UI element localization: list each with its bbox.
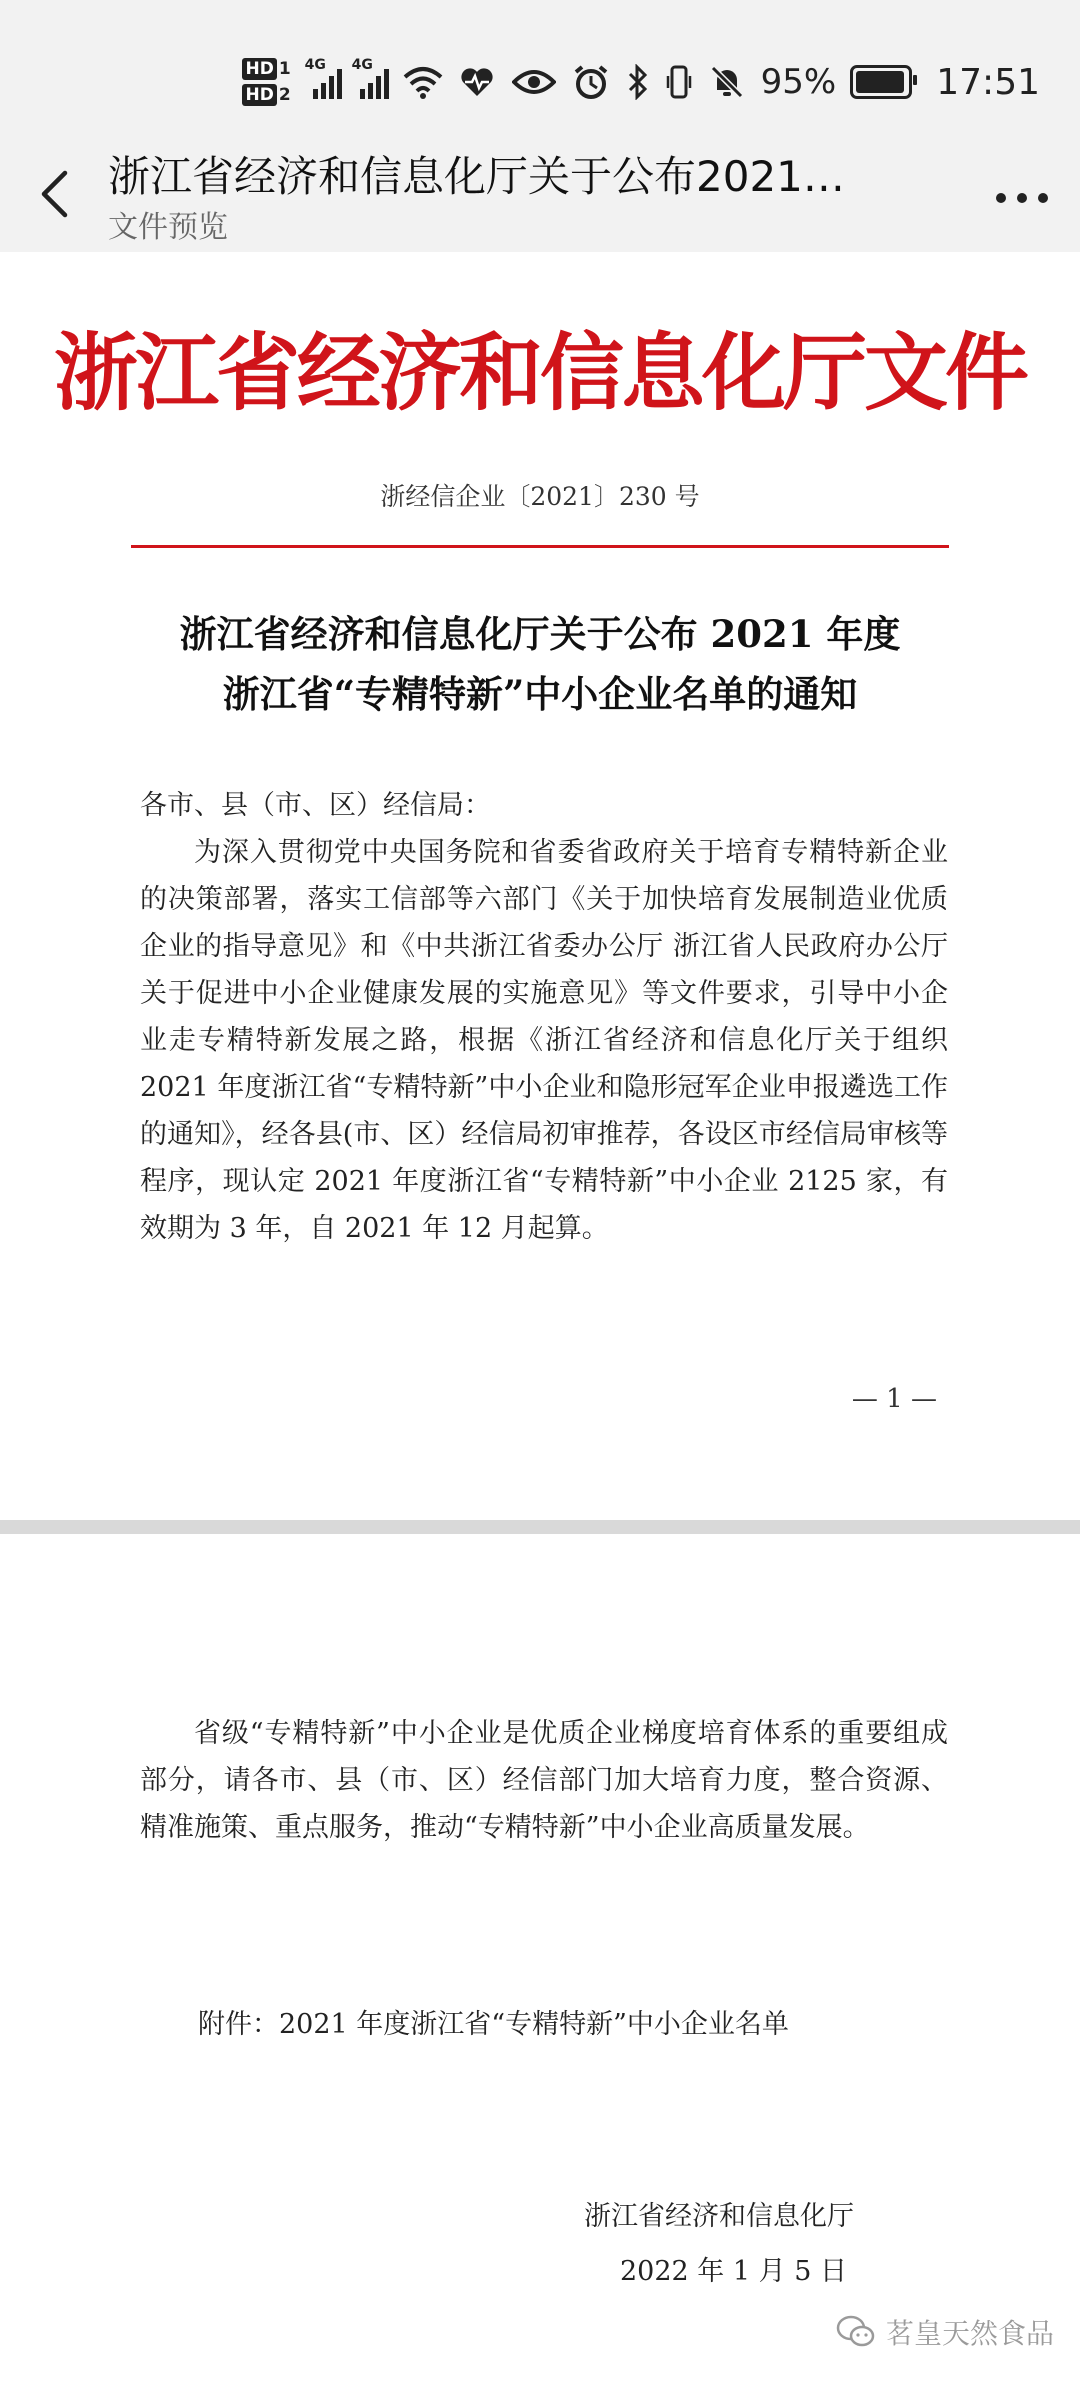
attachment-line: 附件：2021 年度浙江省“专精特新”中小企业名单 bbox=[198, 2009, 789, 2040]
hd-indicators bbox=[242, 58, 290, 106]
signal-2-icon: 4G bbox=[356, 65, 389, 99]
more-button[interactable] bbox=[990, 166, 1054, 230]
battery-fill bbox=[856, 71, 904, 93]
issuer-signature: 浙江省经济和信息化厅 bbox=[584, 2201, 854, 2232]
status-icons bbox=[242, 52, 1040, 112]
battery-percent: 95% bbox=[760, 62, 837, 102]
salutation: 各市、县（市、区）经信局： bbox=[140, 790, 491, 821]
document-title bbox=[0, 604, 1080, 724]
page-title: 浙江省经济和信息化厅关于公布2021… bbox=[108, 152, 845, 201]
title-line-2: 浙江省“专精特新”中小企业名单的通知 bbox=[222, 672, 858, 716]
back-button[interactable] bbox=[22, 162, 86, 226]
watermark bbox=[836, 2312, 1054, 2352]
app-bar bbox=[0, 140, 1080, 252]
eye-icon bbox=[511, 62, 557, 102]
title-line-1: 浙江省经济和信息化厅关于公布 2021 年度 bbox=[179, 612, 901, 656]
heart-icon bbox=[457, 62, 497, 102]
page-separator bbox=[0, 1520, 1080, 1534]
issue-date: 2022 年 1 月 5 日 bbox=[620, 2256, 847, 2287]
hd1-badge: HD 1 bbox=[242, 58, 290, 80]
mute-icon bbox=[707, 62, 747, 102]
watermark-text: 茗皇天然食品 bbox=[885, 2317, 1054, 2350]
red-divider bbox=[131, 545, 949, 548]
alarm-icon bbox=[571, 62, 611, 102]
status-bar bbox=[0, 0, 1080, 140]
document-number: 浙经信企业〔2021〕230 号 bbox=[380, 482, 700, 511]
document-page-2[interactable] bbox=[0, 1534, 1080, 2400]
document-page-1[interactable] bbox=[0, 252, 1080, 1520]
body-paragraph-1: 为深入贯彻党中央国务院和省委省政府关于培育专精特新企业的决策部署，落实工信部等六部门《关于加快培育发展制造业优质企业的指导意见》和《中共浙江省委办公厅 浙江省人民政府办公厅关于促进中小企业健康发展的实施意见》等文件要求，引导中小企业走专精特新发展之路，根据《浙江省经济和信息化厅关于组织 2021 年度浙江省“专精特新”中小企业和隐形冠军企业申报遴选工作的通知》，经各县(市、区）经信局初审推荐，各设区市经信局审核等程序，现认定 2021 年度浙江省“专精特新”中小企业 2125 家，有效期为 3 年，自 2021 年 12 月起算。 bbox=[140, 837, 948, 1244]
wifi-icon bbox=[403, 62, 443, 102]
bluetooth-icon bbox=[625, 62, 651, 102]
document-header: 浙江省经济和信息化厅文件 bbox=[53, 323, 1026, 422]
body-paragraph-2: 省级“专精特新”中小企业是优质企业梯度培育体系的重要组成部分，请各市、县（市、区）经信部门加大培育力度，整合资源、精准施策、重点服务，推动“专精特新”中小企业高质量发展。 bbox=[140, 1718, 948, 1843]
page-number: — 1 — bbox=[851, 1384, 937, 1414]
battery-icon bbox=[850, 65, 912, 99]
hd2-badge: HD 2 bbox=[242, 84, 290, 106]
wechat-icon bbox=[836, 2315, 876, 2349]
page-subtitle: 文件预览 bbox=[108, 210, 228, 245]
more-dots-icon bbox=[995, 192, 1049, 204]
vibrate-icon bbox=[665, 62, 693, 102]
chevron-left-icon bbox=[39, 169, 69, 219]
signal-1-icon: 4G bbox=[309, 65, 342, 99]
clock: 17:51 bbox=[936, 61, 1040, 103]
